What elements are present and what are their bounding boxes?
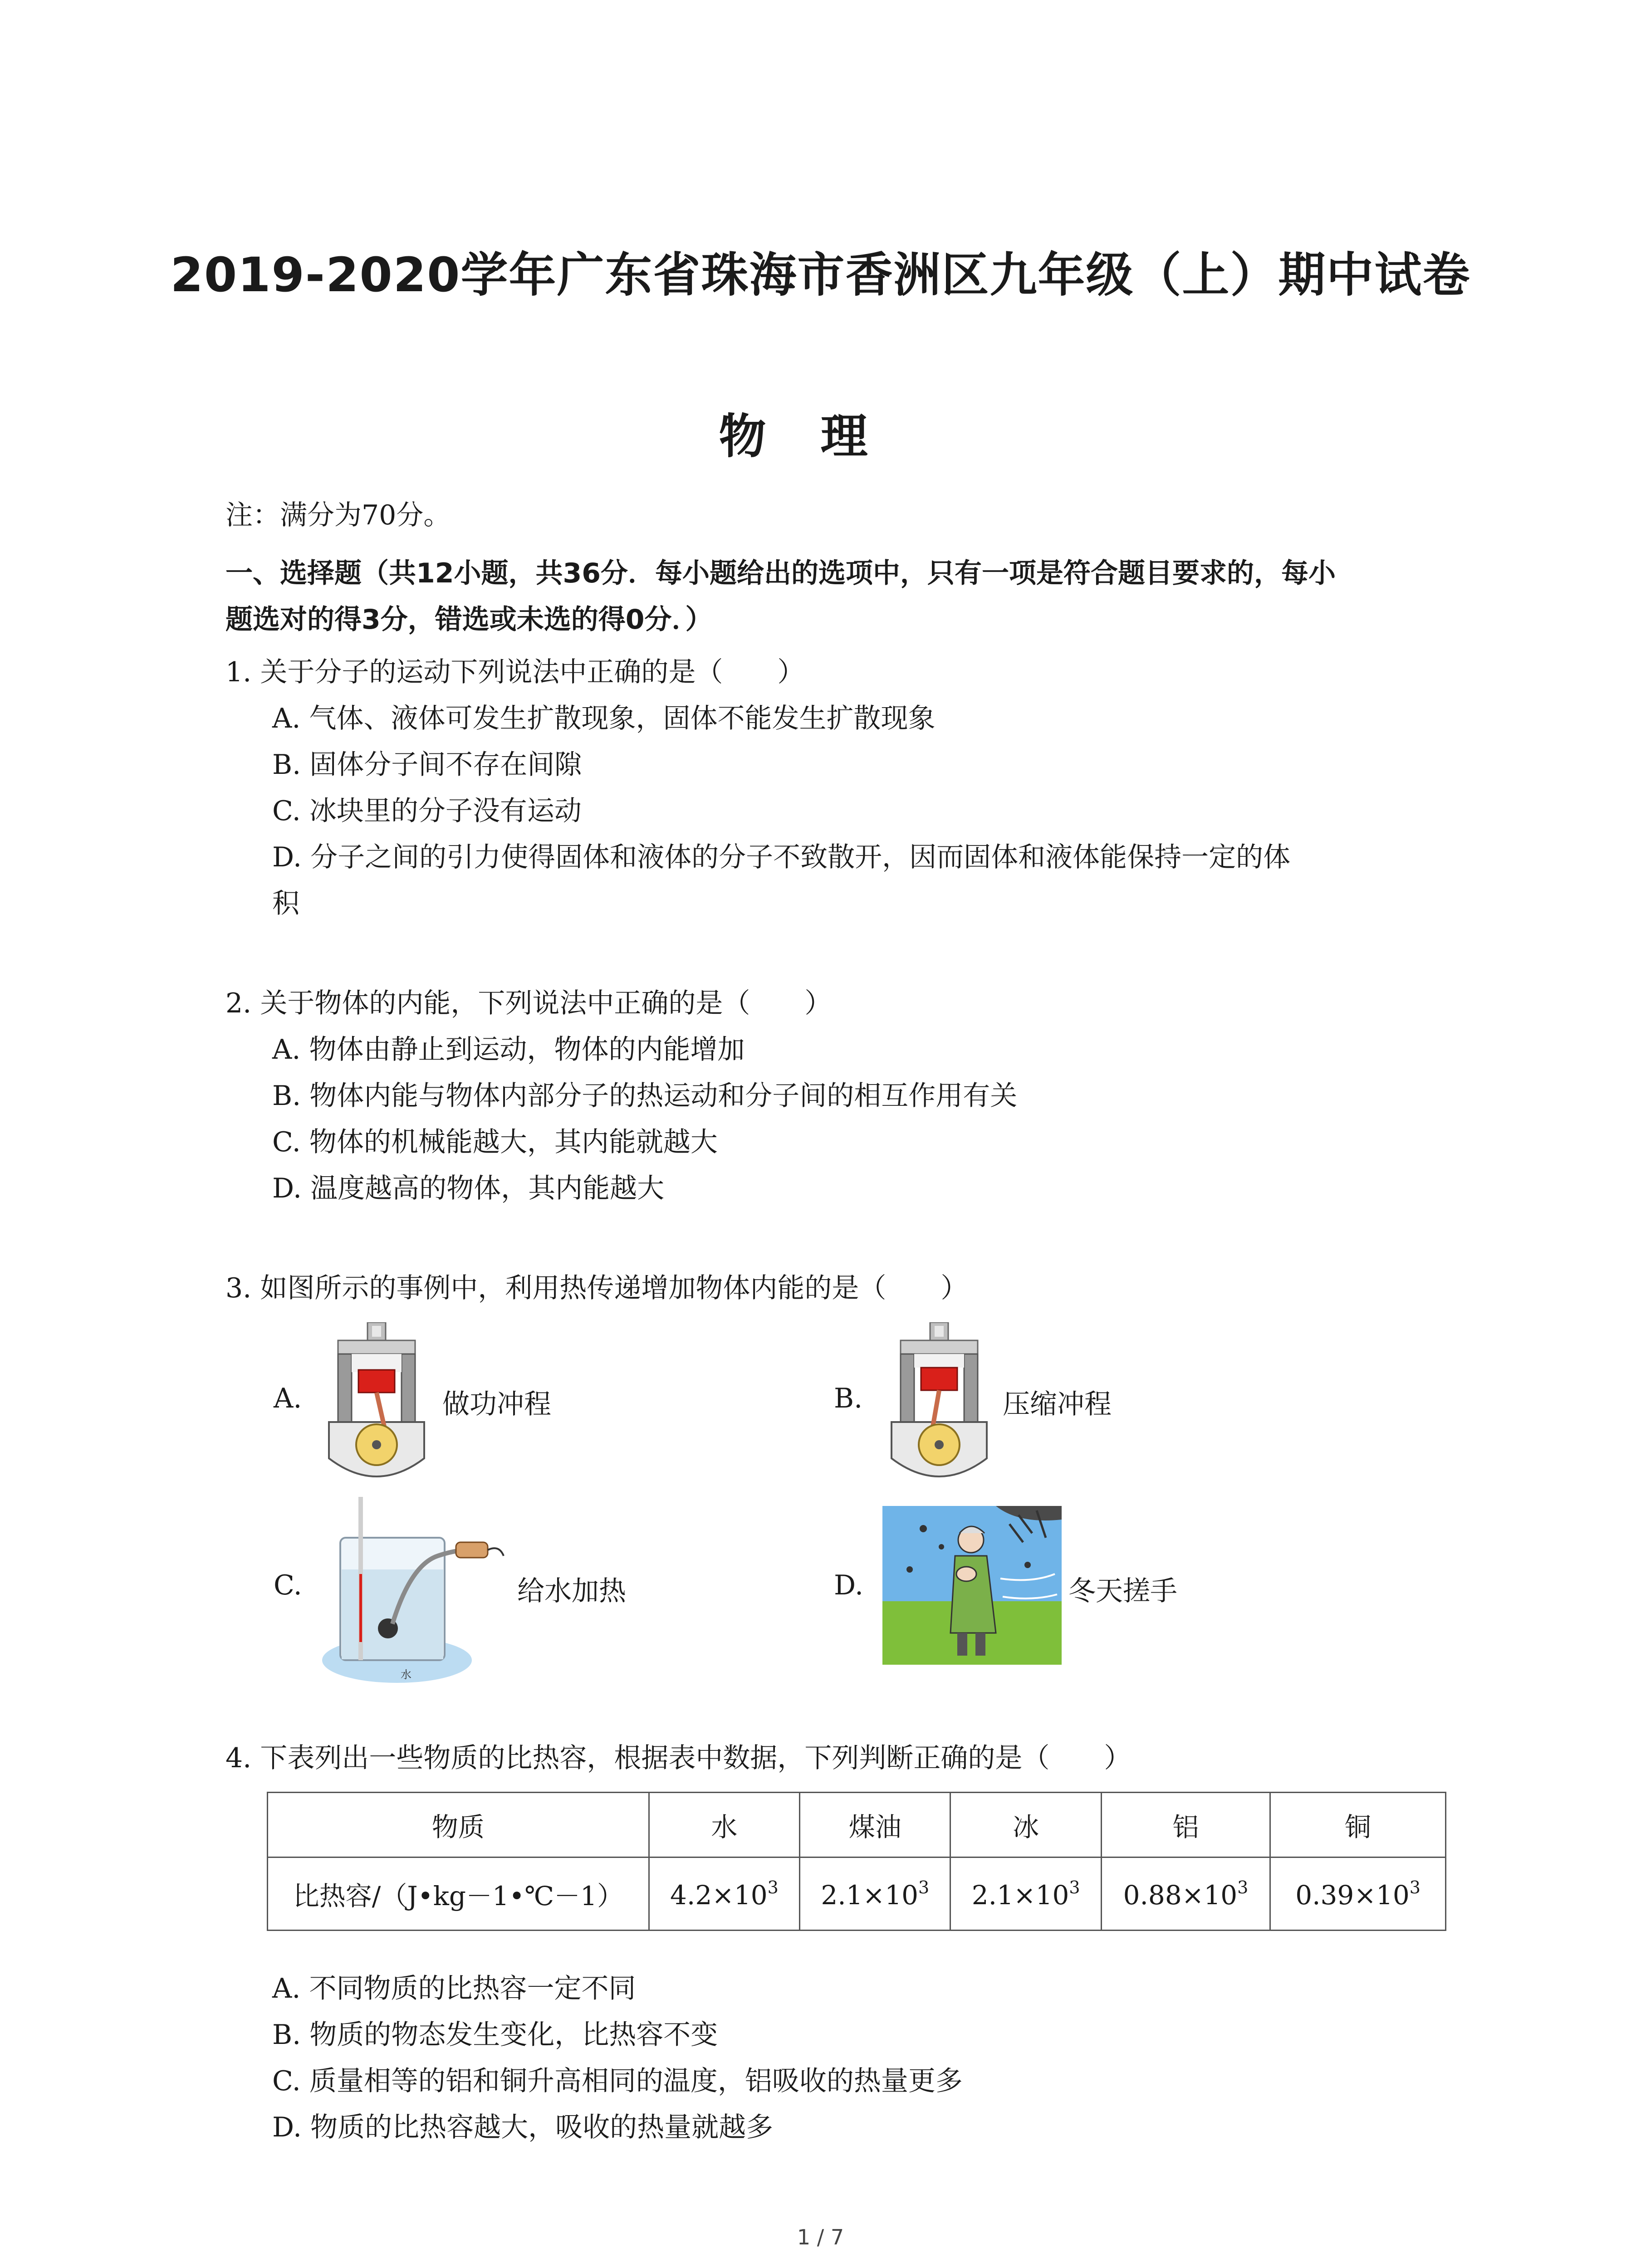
q3-fig-d-letter: D. [834, 1569, 864, 1601]
q1-option-c: C. 冰块里的分子没有运动 [272, 795, 582, 827]
q3-fig-c-caption: 给水加热 [517, 1575, 626, 1607]
q1-option-d: D. 分子之间的引力使得固体和液体的分子不致散开，因而固体和液体能保持一定的体 [272, 841, 1291, 873]
q2-option-d: D. 温度越高的物体，其内能越大 [272, 1173, 665, 1204]
section-header-line1: 一、选择题（共12小题，共36分．每小题给出的选项中，只有一项是符合题目要求的，每小 [225, 557, 1336, 589]
table-header-cell: 水 [649, 1793, 799, 1857]
q3-fig-c-letter: C. [274, 1569, 302, 1601]
table-cell: $0.88\times 10^3$ [1101, 1857, 1270, 1931]
q3-fig-a-caption: 做功冲程 [442, 1388, 551, 1420]
q1-option-a: A. 气体、液体可发生扩散现象，固体不能发生扩散现象 [272, 703, 936, 734]
engine-power-stroke-image [320, 1322, 433, 1486]
table-header-cell: 物质 [268, 1793, 649, 1857]
rubbing-hands-winter-image [882, 1506, 1062, 1665]
q4-stem: 4. 下表列出一些物质的比热容，根据表中数据，下列判断正确的是（ ） [225, 1742, 1132, 1774]
table-cell: $2.1\times 10^3$ [800, 1857, 950, 1931]
page-number: 1 / 7 [797, 2225, 844, 2249]
q3-fig-d-caption: 冬天搓手 [1068, 1575, 1177, 1607]
q3-fig-a-letter: A. [274, 1383, 302, 1414]
q2-option-c: C. 物体的机械能越大，其内能就越大 [272, 1126, 718, 1158]
q1-stem: 1. 关于分子的运动下列说法中正确的是（ ） [225, 656, 805, 688]
engine-compression-stroke-image [882, 1322, 996, 1486]
q3-stem: 3. 如图所示的事例中，利用热传递增加物体内能的是（ ） [225, 1272, 968, 1304]
subject-heading: 物理 [719, 409, 922, 464]
table-header-cell: 铜 [1270, 1793, 1446, 1857]
section-header-line2: 题选对的得3分，错选或未选的得0分．） [225, 604, 713, 635]
specific-heat-table [267, 1792, 1446, 1931]
table-header-cell: 冰 [950, 1793, 1101, 1857]
beaker-water-label: 水 [401, 1668, 411, 1681]
q3-fig-b-letter: B. [834, 1383, 863, 1414]
table-row [268, 1857, 1446, 1931]
q1-option-d-cont: 积 [272, 888, 299, 919]
table-cell: $4.2\times 10^3$ [649, 1857, 799, 1931]
score-note: 注：满分为70分。 [225, 499, 451, 531]
table-header-cell: 煤油 [800, 1793, 950, 1857]
table-cell: $2.1\times 10^3$ [950, 1857, 1101, 1931]
q3-fig-b-caption: 压缩冲程 [1003, 1388, 1112, 1420]
q1-option-b: B. 固体分子间不存在间隙 [272, 749, 582, 781]
q2-option-b: B. 物体内能与物体内部分子的热运动和分子间的相互作用有关 [272, 1080, 1018, 1112]
table-header-row [268, 1793, 1446, 1857]
q2-option-a: A. 物体由静止到运动，物体的内能增加 [272, 1034, 745, 1066]
beaker-heating-image [320, 1497, 510, 1687]
table-row-label: 比热容/（J•kg－1•℃－1） [268, 1857, 649, 1931]
table-cell: $0.39\times 10^3$ [1270, 1857, 1446, 1931]
q4-option-d: D. 物质的比热容越大，吸收的热量就越多 [272, 2112, 774, 2143]
q4-option-c: C. 质量相等的铝和铜升高相同的温度，铝吸收的热量更多 [272, 2065, 963, 2097]
exam-title: 2019-2020学年广东省珠海市香洲区九年级（上）期中试卷 [170, 247, 1471, 303]
q4-option-b: B. 物质的物态发生变化，比热容不变 [272, 2019, 718, 2051]
q4-option-a: A. 不同物质的比热容一定不同 [272, 1973, 636, 2004]
table-header-cell: 铝 [1101, 1793, 1270, 1857]
q2-stem: 2. 关于物体的内能，下列说法中正确的是（ ） [225, 987, 832, 1019]
